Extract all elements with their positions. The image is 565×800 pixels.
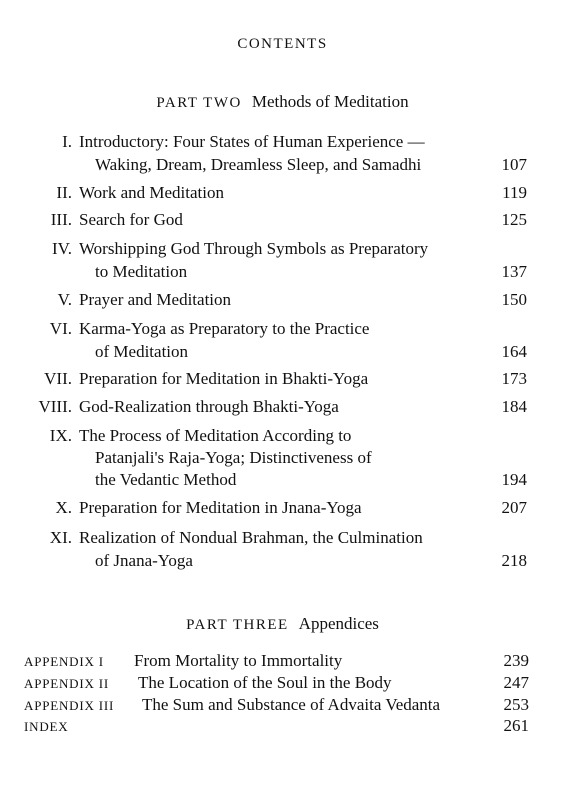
chapter-page: 150 (501, 290, 527, 309)
chapter-entry-8 (0, 395, 527, 418)
chapter-number: XI. (49, 528, 72, 547)
chapter-title: The Process of Meditation According to (79, 426, 352, 445)
chapter-number: I. (62, 132, 72, 151)
chapter-number: VII. (44, 369, 72, 388)
index-entry (24, 716, 529, 736)
chapter-entry-3 (0, 208, 527, 231)
chapter-entry-9 (0, 424, 527, 493)
chapter-title: Karma-Yoga as Preparatory to the Practice (79, 319, 370, 338)
chapter-number: VIII. (38, 397, 72, 416)
chapter-page: 137 (501, 262, 527, 281)
chapter-title: Work and Meditation (79, 183, 224, 202)
appendix-title: The Sum and Substance of Advaita Vedanta (142, 695, 441, 714)
chapter-page: 173 (501, 369, 527, 388)
appendix-entry-2 (24, 673, 529, 693)
chapter-page: 184 (501, 397, 527, 416)
index-label: INDEX (24, 719, 69, 734)
chapter-number: X. (55, 498, 72, 517)
chapter-title-continued: Patanjali's Raja-Yoga; Distinctiveness of (95, 448, 372, 467)
chapter-title-continued: of Meditation (95, 342, 189, 361)
chapter-entry-10 (0, 496, 527, 519)
chapter-number: IX. (49, 426, 72, 445)
part-three-label: PART THREE (186, 617, 289, 633)
part-three-heading (0, 614, 565, 634)
chapter-page: 207 (501, 498, 527, 517)
chapter-number: III. (50, 210, 72, 229)
chapter-title: Preparation for Meditation in Jnana-Yoga (79, 498, 362, 517)
chapter-title: Search for God (79, 210, 183, 229)
appendix-label: APPENDIX I (24, 654, 104, 669)
chapter-title: Realization of Nondual Brahman, the Culmination (79, 528, 423, 547)
part-two-title: Methods of Meditation (251, 92, 409, 111)
contents-heading: CONTENTS (237, 36, 328, 52)
chapter-page: 164 (501, 342, 527, 361)
chapter-entry-2 (0, 181, 527, 204)
appendix-entry-1 (24, 651, 529, 671)
chapter-title-continued: to Meditation (95, 262, 188, 281)
chapter-page: 125 (501, 210, 527, 229)
part-two-heading (0, 92, 565, 112)
appendix-page: 239 (503, 651, 529, 670)
part-two-label: PART TWO (156, 95, 242, 111)
appendix-page: 253 (503, 695, 529, 714)
chapter-page: 107 (501, 155, 527, 174)
chapter-title: Prayer and Meditation (79, 290, 232, 309)
chapter-title-continued: Waking, Dream, Dreamless Sleep, and Samadhi (95, 155, 422, 174)
chapter-number: IV. (52, 239, 72, 258)
chapter-title: God-Realization through Bhakti-Yoga (79, 397, 339, 416)
chapter-title-continued: of Jnana-Yoga (95, 551, 193, 570)
chapter-entry-7 (0, 367, 527, 390)
chapter-entry-11 (0, 526, 527, 572)
chapter-page: 194 (501, 470, 527, 489)
appendix-title: From Mortality to Immortality (134, 651, 343, 670)
chapter-entry-5 (0, 288, 527, 311)
index-page: 261 (503, 716, 529, 735)
appendix-label: APPENDIX II (24, 676, 109, 691)
chapter-entry-6 (0, 317, 527, 363)
chapter-title: Introductory: Four States of Human Experience — (79, 132, 425, 151)
chapter-number: VI. (49, 319, 72, 338)
appendix-title: The Location of the Soul in the Body (138, 673, 392, 692)
chapter-entry-4 (0, 237, 527, 283)
appendix-page: 247 (503, 673, 529, 692)
appendix-label: APPENDIX III (24, 698, 115, 713)
chapter-number: V. (57, 290, 72, 309)
chapter-title-continued: the Vedantic Method (95, 470, 237, 489)
chapter-page: 119 (502, 183, 527, 202)
chapter-title: Preparation for Meditation in Bhakti-Yoga (79, 369, 369, 388)
part-three-title: Appendices (298, 614, 379, 633)
chapter-number: II. (56, 183, 72, 202)
chapter-entry-1 (0, 130, 527, 176)
chapter-page: 218 (501, 551, 527, 570)
appendix-entry-3 (24, 695, 529, 715)
chapter-title: Worshipping God Through Symbols as Preparatory (79, 239, 429, 258)
